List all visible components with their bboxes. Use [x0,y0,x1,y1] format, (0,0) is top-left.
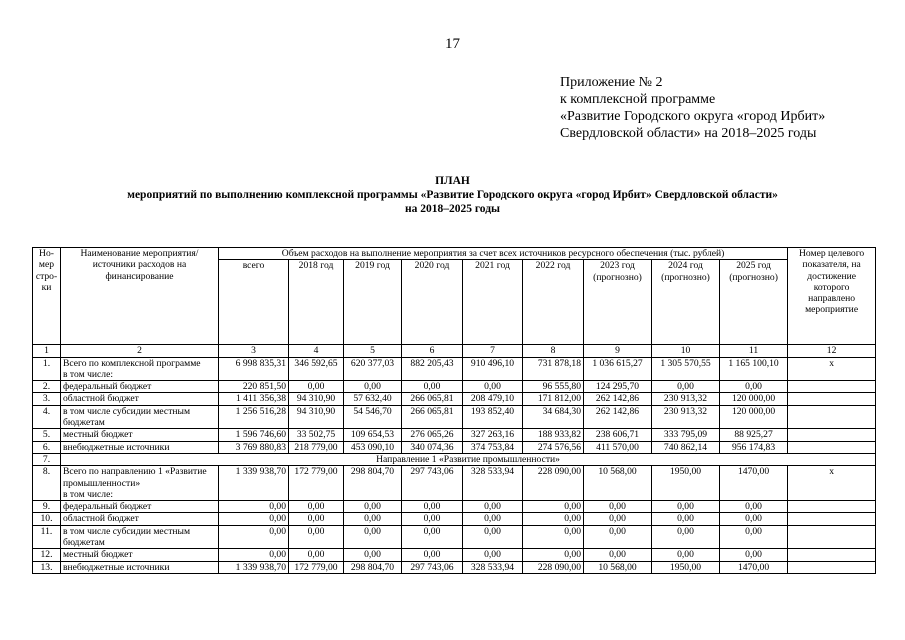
value-cell: 262 142,86 [584,393,652,405]
value-cell: 172 779,00 [289,466,344,501]
plan-table [32,247,876,574]
table-row [33,466,876,501]
value-cell: 124 295,70 [584,381,652,393]
row-name: федеральный бюджет [61,501,219,513]
row-number: 8. [33,466,61,501]
value-cell: 230 913,32 [652,393,720,405]
target-cell [788,525,876,549]
value-cell: 1 339 938,70 [219,466,289,501]
header-col-2018: 2018 год [289,260,344,345]
column-numbers-row [33,345,876,357]
value-cell: 193 852,40 [463,405,523,429]
value-cell: 33 502,75 [289,429,344,441]
value-cell: 96 555,80 [523,381,584,393]
table-row [33,357,876,381]
value-cell: 374 753,84 [463,441,523,453]
value-cell: 238 606,71 [584,429,652,441]
target-cell [788,429,876,441]
row-name: внебюджетные источники [61,441,219,453]
value-cell: 88 925,27 [720,429,788,441]
row-number: 7. [33,453,61,465]
value-cell: 0,00 [463,525,523,549]
value-cell: 1 339 938,70 [219,561,289,573]
value-cell: 882 205,43 [402,357,463,381]
value-cell: 0,00 [344,381,402,393]
value-cell: 172 779,00 [289,561,344,573]
value-cell: 0,00 [652,549,720,561]
appendix-header [560,74,825,142]
value-cell: 228 090,00 [523,561,584,573]
value-cell: 0,00 [523,513,584,525]
value-cell: 910 496,10 [463,357,523,381]
value-cell: 220 851,50 [219,381,289,393]
value-cell: 1 036 615,27 [584,357,652,381]
table-row [33,405,876,429]
target-cell: х [788,466,876,501]
header-volume: Объем расходов на выполнение мероприятия за счет всех источников ресурсного обеспечения (тыс. рублей) [219,248,788,260]
appendix-line: к комплексной программе [560,92,716,107]
value-cell: 94 310,90 [289,393,344,405]
value-cell: 94 310,90 [289,405,344,429]
header-col-2020: 2020 год [402,260,463,345]
header-target: Номер целевого показателя, на достижение которого направлено мероприятие [788,248,876,345]
value-cell: 0,00 [720,501,788,513]
column-number: 4 [289,345,344,357]
value-cell: 0,00 [463,501,523,513]
target-cell [788,501,876,513]
value-cell: 0,00 [219,513,289,525]
column-number: 6 [402,345,463,357]
column-number: 9 [584,345,652,357]
row-name: местный бюджет [61,549,219,561]
value-cell: 0,00 [402,501,463,513]
target-cell [788,393,876,405]
value-cell: 1 305 570,55 [652,357,720,381]
value-cell: 188 933,82 [523,429,584,441]
column-number: 12 [788,345,876,357]
value-cell: 0,00 [584,525,652,549]
header-col-2019: 2019 год [344,260,402,345]
target-cell [788,561,876,573]
table-row [33,393,876,405]
row-number: 1. [33,357,61,381]
value-cell: 0,00 [652,513,720,525]
value-cell: 276 065,26 [402,429,463,441]
value-cell: 620 377,03 [344,357,402,381]
table-body [33,345,876,574]
value-cell: 228 090,00 [523,466,584,501]
section-row [33,453,876,465]
target-cell: х [788,357,876,381]
row-name: внебюджетные источники [61,561,219,573]
column-number: 10 [652,345,720,357]
value-cell: 411 570,00 [584,441,652,453]
value-cell: 0,00 [289,525,344,549]
target-cell [788,441,876,453]
value-cell: 274 576,56 [523,441,584,453]
value-cell: 0,00 [720,549,788,561]
value-cell: 1470,00 [720,466,788,501]
row-name: федеральный бюджет [61,381,219,393]
section-title: Направление 1 «Развитие промышленности» [61,453,876,465]
value-cell: 0,00 [289,381,344,393]
value-cell: 0,00 [219,549,289,561]
value-cell: 0,00 [344,549,402,561]
value-cell: 10 568,00 [584,561,652,573]
value-cell: 0,00 [523,549,584,561]
table-row [33,549,876,561]
header-row-no: Но- мер стро- ки [33,248,61,345]
value-cell: 328 533,94 [463,466,523,501]
value-cell: 0,00 [344,501,402,513]
value-cell: 340 074,36 [402,441,463,453]
title-line: на 2018–2025 годы [404,203,501,215]
value-cell: 57 632,40 [344,393,402,405]
column-number: 5 [344,345,402,357]
table-row [33,525,876,549]
value-cell: 0,00 [402,525,463,549]
value-cell: 0,00 [402,549,463,561]
value-cell: 0,00 [720,513,788,525]
value-cell: 208 479,10 [463,393,523,405]
value-cell: 298 804,70 [344,466,402,501]
value-cell: 1 165 100,10 [720,357,788,381]
value-cell: 0,00 [584,501,652,513]
row-name: областной бюджет [61,393,219,405]
target-cell [788,405,876,429]
value-cell: 298 804,70 [344,561,402,573]
column-number: 11 [720,345,788,357]
value-cell: 266 065,81 [402,405,463,429]
target-cell [788,549,876,561]
row-number: 10. [33,513,61,525]
value-cell: 0,00 [463,513,523,525]
value-cell: 120 000,00 [720,405,788,429]
row-number: 4. [33,405,61,429]
value-cell: 0,00 [463,549,523,561]
document-title [0,174,905,216]
row-number: 6. [33,441,61,453]
value-cell: 0,00 [652,501,720,513]
row-number: 12. [33,549,61,561]
page-number: 17 [445,36,460,52]
row-number: 2. [33,381,61,393]
value-cell: 0,00 [402,513,463,525]
value-cell: 297 743,06 [402,466,463,501]
appendix-line: Свердловской области» на 2018–2025 годы [560,126,817,141]
value-cell: 218 779,00 [289,441,344,453]
value-cell: 54 546,70 [344,405,402,429]
value-cell: 3 769 880,83 [219,441,289,453]
column-number: 7 [463,345,523,357]
value-cell: 109 654,53 [344,429,402,441]
value-cell: 0,00 [463,381,523,393]
value-cell: 740 862,14 [652,441,720,453]
value-cell: 230 913,32 [652,405,720,429]
value-cell: 1 596 746,60 [219,429,289,441]
row-number: 11. [33,525,61,549]
header-col-2021: 2021 год [463,260,523,345]
value-cell: 0,00 [289,513,344,525]
value-cell: 346 592,65 [289,357,344,381]
value-cell: 0,00 [344,513,402,525]
table-row [33,429,876,441]
table-row [33,561,876,573]
title-line: ПЛАН [435,175,470,187]
value-cell: 0,00 [652,525,720,549]
target-cell [788,513,876,525]
value-cell: 10 568,00 [584,466,652,501]
value-cell: 0,00 [344,525,402,549]
appendix-line: «Развитие Городского округа «город Ирбит» [560,109,826,124]
table-row [33,441,876,453]
header-col-2024: 2024 год (прогнозно) [652,260,720,345]
value-cell: 262 142,86 [584,405,652,429]
value-cell: 0,00 [720,381,788,393]
value-cell: 1 411 356,38 [219,393,289,405]
value-cell: 0,00 [289,549,344,561]
value-cell: 6 998 835,31 [219,357,289,381]
value-cell: 333 795,09 [652,429,720,441]
header-col-2023: 2023 год (прогнозно) [584,260,652,345]
row-number: 9. [33,501,61,513]
value-cell: 328 533,94 [463,561,523,573]
value-cell: 1470,00 [720,561,788,573]
row-number: 5. [33,429,61,441]
value-cell: 1950,00 [652,561,720,573]
value-cell: 120 000,00 [720,393,788,405]
row-name: в том числе субсидии местным бюджетам [61,525,219,549]
value-cell: 0,00 [402,381,463,393]
value-cell: 0,00 [720,525,788,549]
value-cell: 0,00 [523,501,584,513]
value-cell: 1950,00 [652,466,720,501]
value-cell: 0,00 [219,501,289,513]
row-name: в том числе субсидии местным бюджетам [61,405,219,429]
value-cell: 0,00 [289,501,344,513]
value-cell: 1 256 516,28 [219,405,289,429]
header-col-2025: 2025 год (прогнозно) [720,260,788,345]
value-cell: 0,00 [652,381,720,393]
value-cell: 956 174,83 [720,441,788,453]
value-cell: 34 684,30 [523,405,584,429]
row-name: местный бюджет [61,429,219,441]
value-cell: 171 812,00 [523,393,584,405]
value-cell: 327 263,16 [463,429,523,441]
column-number: 3 [219,345,289,357]
value-cell: 0,00 [219,525,289,549]
value-cell: 0,00 [584,513,652,525]
row-name: Всего по комплексной программе в том числе: [61,357,219,381]
row-name: областной бюджет [61,513,219,525]
value-cell: 266 065,81 [402,393,463,405]
target-cell [788,381,876,393]
value-cell: 731 878,18 [523,357,584,381]
column-number: 8 [523,345,584,357]
table-row [33,381,876,393]
header-name: Наименование мероприятия/ источники расходов на финансирование [61,248,219,345]
value-cell: 297 743,06 [402,561,463,573]
row-number: 3. [33,393,61,405]
value-cell: 453 090,10 [344,441,402,453]
value-cell: 0,00 [523,525,584,549]
row-name: Всего по направлению 1 «Развитие промышленности» в том числе: [61,466,219,501]
appendix-line: Приложение № 2 [560,75,663,90]
column-number: 1 [33,345,61,357]
header-col-total: всего [219,260,289,345]
table-row [33,501,876,513]
title-line: мероприятий по выполнению комплексной программы «Развитие Городского округа «город Ирбит» Свердловской области» [127,189,778,201]
table-row [33,513,876,525]
value-cell: 0,00 [584,549,652,561]
header-col-2022: 2022 год [523,260,584,345]
column-number: 2 [61,345,219,357]
row-number: 13. [33,561,61,573]
